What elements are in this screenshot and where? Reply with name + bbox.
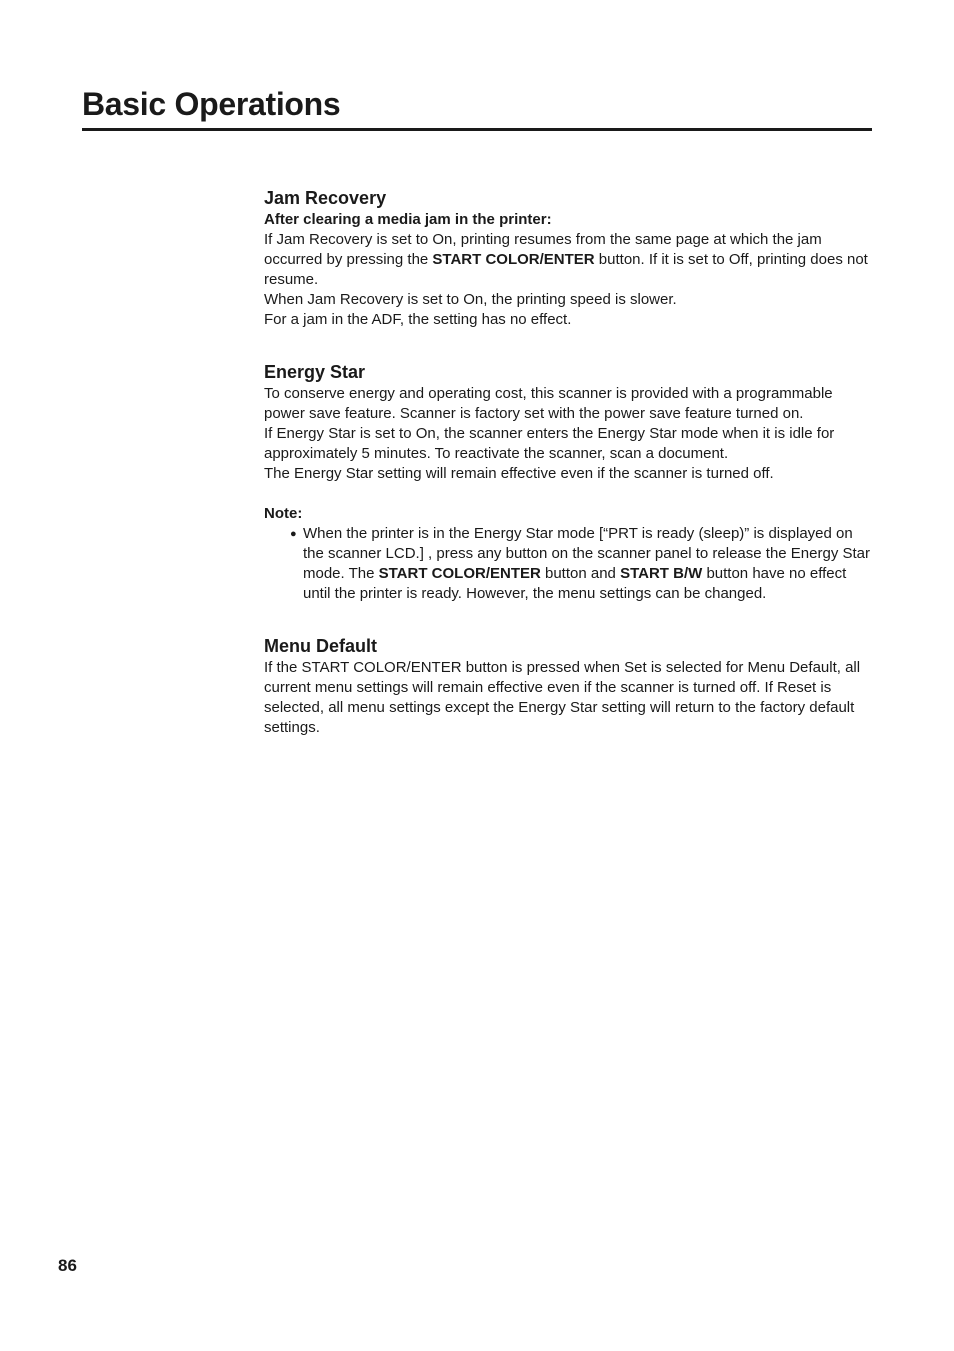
bullet-icon: ● bbox=[290, 528, 297, 540]
jam-recovery-subheading: After clearing a media jam in the printer: bbox=[264, 211, 552, 228]
note-label: Note: bbox=[264, 505, 303, 522]
energy-star-paragraph-1: To conserve energy and operating cost, this scanner is provided with a programmable power save feature. Scanner is factory set with the power save feature turned on. bbox=[264, 385, 833, 422]
jam-recovery-paragraph-1 bbox=[264, 230, 874, 290]
jam-recovery-text: button. If it is set to Off, printing does not resume. bbox=[264, 251, 868, 288]
section-heading-menu-default: Menu Default bbox=[264, 636, 378, 656]
page-header bbox=[82, 84, 872, 131]
jam-recovery-text: If Jam Recovery is set to On, printing resumes from the same page at which the jam occurred by pressing the bbox=[264, 231, 822, 268]
button-name-start-color-enter: START COLOR/ENTER bbox=[378, 565, 541, 582]
button-name-start-bw: START B/W bbox=[620, 565, 703, 582]
note-text-part: button and bbox=[540, 565, 621, 582]
note-bullet-item bbox=[264, 524, 874, 604]
jam-recovery-paragraph-2: When Jam Recovery is set to On, the printing speed is slower. bbox=[264, 291, 677, 308]
section-heading-jam-recovery: Jam Recovery bbox=[264, 188, 387, 208]
page-title: Basic Operations bbox=[82, 86, 341, 122]
energy-star-paragraph-2: If Energy Star is set to On, the scanner enters the Energy Star mode when it is idle for approximately 5 minutes. To reactivate the scanner, scan a document. bbox=[264, 425, 835, 462]
section-energy-star bbox=[264, 360, 874, 604]
note-text-part: button have no effect until the printer is ready. However, the menu settings can be changed. bbox=[303, 565, 847, 602]
section-spacer bbox=[264, 330, 874, 360]
section-heading-energy-star: Energy Star bbox=[264, 362, 366, 382]
menu-default-paragraph: If the START COLOR/ENTER button is pressed when Set is selected for Menu Default, all current menu settings will remain effective even if the scanner is turned off. If Reset is selected, all menu settings except the Energy Star setting will return to the factory default settings. bbox=[264, 659, 861, 736]
energy-star-paragraph-3: The Energy Star setting will remain effective even if the scanner is turned off. bbox=[264, 465, 774, 482]
section-menu-default bbox=[264, 634, 874, 738]
note-spacer bbox=[264, 484, 874, 504]
section-jam-recovery bbox=[264, 186, 874, 330]
button-name-start-color-enter: START COLOR/ENTER bbox=[432, 251, 595, 268]
note-text bbox=[303, 524, 874, 604]
jam-recovery-paragraph-3: For a jam in the ADF, the setting has no effect. bbox=[264, 311, 572, 328]
main-content bbox=[264, 186, 874, 738]
note-text-part: When the printer is in the Energy Star mode [“PRT is ready (sleep)” is displayed on the scanner LCD.] , press any button on the scanner panel to release the Energy Star mode. The bbox=[303, 525, 871, 582]
page-number: 86 bbox=[58, 1256, 77, 1275]
section-spacer bbox=[264, 604, 874, 634]
